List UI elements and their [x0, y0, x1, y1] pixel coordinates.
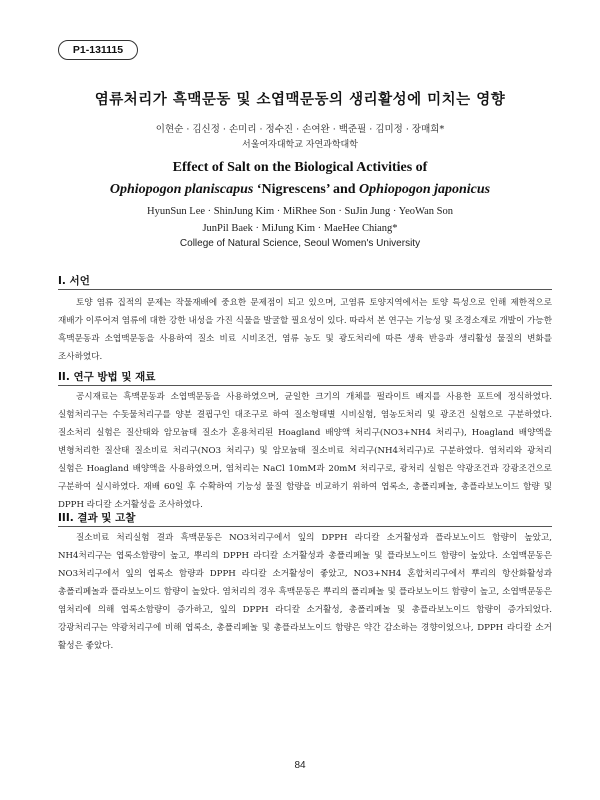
english-authors-line1: HyunSun Lee · ShinJung Kim · MiRhee Son · SuJin Jung · YeoWan Son: [147, 206, 453, 217]
species-name-2: Ophiopogon japonicus: [359, 182, 491, 197]
section-heading-results: III. 결과 및 고찰: [58, 512, 136, 524]
english-affiliation: College of Natural Science, Seoul Women's University: [179, 238, 421, 249]
section-body-results: 질소비료 처리실험 결과 흑맥문동은 NO3처리구에서 잎의 DPPH 라디칼 소거활성과 플라보노이드 함량이 높았고, NH4처리구는 엽록소함량이 높고, 뿌리의 DPPH 라디칼 소거활성과 총폴리페놀 및 플라보노이드 함량이 높았다. 소엽맥문동은 NO3처리구에서 잎의 엽록소 함량과 DPPH 라디칼 소거활성이 좋았고, NO3+NH4 혼합처리구에서 뿌리의 항산화활성과 총폴리페놀과 플라보노이드 함량이 높았다. 염처리의 경우 흑맥문동은 뿌리의 폴리페놀 및 플라보노이드 함량이 높고, 소엽맥문동은 염처리에 의해 엽록소함량이 증가하고, 잎의 DPPH 라디칼 소거활성, 총폴리페놀 및 총플라보노이드 함량이 증가되었다. 강광처리구는 약광처리구에 비해 엽록소, 총폴리페놀 및 총플라보노이드 함량은 약간 감소하는 경향이었으나, DPPH 라디칼 소거 활성은 좋았다.: [58, 533, 552, 651]
english-title-line1: Effect of Salt on the Biological Activities of: [172, 160, 428, 175]
section-body-introduction: 토양 염류 집적의 문제는 작물재배에 중요한 문제점이 되고 있으며, 고염류 토양지역에서는 토양 특성으로 인해 제한적으로 재배가 이루어져 염류에 대한 강한 내성을 가진 식물을 발굴할 필요성이 있다. 따라서 본 연구는 기능성 및 조경소재로 개발이 가능한 흑맥문동과 소엽맥문동을 사용하여 질소 비료 시비조건, 염류 농도 및 광도처리에 따른 생육 반응과 생리활성 물질의 변화를 조사하였다.: [58, 298, 552, 362]
cultivar-connector: ‘Nigrescens’ and: [253, 182, 360, 197]
section-heading-methods: II. 연구 방법 및 재료: [58, 371, 156, 383]
english-authors-line2: JunPil Baek · MiJung Kim · MaeHee Chiang*: [202, 223, 398, 234]
section-divider: [58, 385, 552, 386]
korean-authors: 이현순 · 김신정 · 손미리 · 정수진 · 손여완 · 백준필 · 김미정 · 장매희*: [155, 124, 445, 135]
page-number: 84: [294, 760, 306, 771]
korean-affiliation: 서울여자대학교 자연과학대학: [242, 140, 358, 150]
korean-title: 염류처리가 흑맥문동 및 소엽맥문동의 생리활성에 미치는 영향: [94, 92, 506, 108]
section-divider: [58, 526, 552, 527]
section-body-methods: 공시재료는 흑맥문동과 소엽맥문동을 사용하였으며, 균일한 크기의 개체를 펄라이트 배지를 사용한 포트에 정식하였다. 실험처리구는 수돗물처리구를 양분 결핍구인 대조구로 하여 질소형태별 시비실험, 염농도처리 및 광조건 실험으로 구분하였다. 질소처리 실험은 질산태와 암모늄태 질소가 혼용처리된 Hoagland 배양액 처리구(NO3+NH4 처리구), Hoagland 배양액을 변형처리한 질산태 질소비료 처리구(NO3 처리구) 및 암모늄태 질소비료 처리구(NH4처리구)로 구분하였다. 염처리와 광처리 실험은 Hoagland 배양액을 사용하였으며, 염처리는 NaCl 10mM과 20mM 처리구로, 광처리 실험은 약광조건과 강광조건으로 구분하여 실시하였다. 재배 60일 후 수확하여 기능성 물질 함량을 비교하기 위하여 엽록소, 총폴리페놀, 총플라보노이드 함량 및 DPPH 라디칼 소거활성을 조사하였다.: [58, 392, 552, 510]
species-name-1: Ophiopogon planiscapus: [109, 182, 254, 197]
section-divider: [58, 289, 552, 290]
english-title-line2: [40, 182, 560, 198]
section-heading-introduction: I. 서언: [58, 275, 90, 287]
abstract-id-badge: P1-131115: [58, 40, 138, 60]
